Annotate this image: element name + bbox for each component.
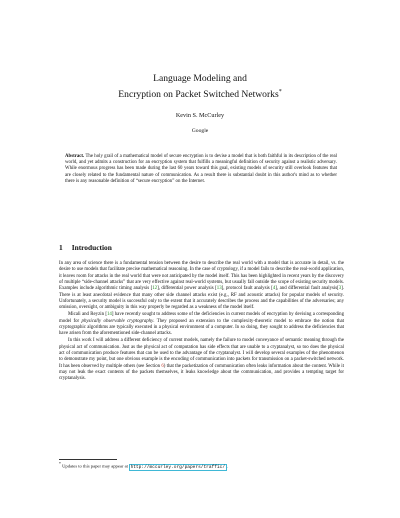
section-heading: [59, 243, 112, 252]
citation-link[interactable]: 12: [152, 286, 158, 292]
paragraph-2: [59, 312, 344, 337]
title-line-2-text: Encryption on Packet Switched Networks: [118, 88, 279, 100]
paragraph-3: [59, 338, 344, 382]
para2-text-b: ] have recently sought to address some of the deficiencies in current models of encryption by devising a corresponding model for: [59, 312, 344, 324]
para1-text-d: ], and differential fault analysis[: [275, 286, 339, 292]
paragraph-1: [59, 261, 344, 312]
footnote-text: Updates to this paper may appear at: [62, 463, 128, 469]
abstract-text: The holy grail of a mathematical model of secure encryption is to devise a model that is both faithful in its description of the real world, and yet admits a construction for an encryption system that fulfills a meaningful definition of security against a realistic adversary. While enormous progress has been made during the last 60 years toward this goal, existing models of security still overlook features that are closely related to the fundamental nature of communication. As a result there is substantial doubt in this author's mind as to whether there is any reasonable definition of “secure encryption” on the Internet.: [65, 154, 337, 184]
section-number: 1: [59, 243, 63, 252]
citation-link[interactable]: 14: [106, 312, 112, 318]
para3-text-a: In this work I will address a different deficiency of current models, namely the failure to model conveyance of semantic meaning through the physical act of communication. Just as the physical act of computation has side effects that are unable to a cryptanalyst, so too does the physical act of communication produce features that can be used to the advantage of the cryptanalyst. I will develop several examples of the phenomenon to demonstrate my point, but one obvious example is the encoding of communication into packets for transmission on a packet-switched network. It has been observed by multiple others (see Section: [59, 338, 344, 369]
footnote-url-link[interactable]: http://mccurley.org/papers/traffic/: [130, 464, 226, 470]
para1-text-a: In any area of science there is a fundamental tension between the desire to describe the real world with a model that is accurate in detail, vs. the desire to use models that facilitate precise mathematical reasoning. In the case of cryptology, if a model fails to describe the real-world application, it leaves room for attacks in the real world that were not anticipated by the model itself. This has been highlighted in recent years by the discovery of multiple “side-channel attacks” that are very effective against real-world systems, but usually fall outside the scope of existing security models. Examples include algorithmic timing analysis [: [59, 261, 344, 292]
footnote-marker: *: [59, 462, 61, 466]
section-body: [59, 261, 344, 383]
title-footnote-marker: *: [278, 88, 282, 95]
title-line-2: [0, 86, 400, 102]
footnote-rule: [59, 459, 117, 460]
citation-link[interactable]: 13: [216, 286, 222, 292]
para3-text-b: ) that the packetization of communication often leaks information about the content. While it may not leak the exact contents of the packets themselves, it leaks knowledge about the communication, and provides a tempting target for cryptanalysis.: [59, 363, 344, 382]
para1-text-e: ]. There is at least anecdotal evidence that many other side channel attacks exist (e.g., RF and acoustic attacks) for popular models of security. Unfortunately, a security model is successful only to the extent that it accurately describes the process and the capabilities of the adversaries; any omission, oversight, or ambiguity in this way properly be regarded as a weakness of the model itself.: [59, 286, 344, 311]
abstract: [65, 154, 337, 185]
title-line-1: Language Modeling and: [153, 73, 247, 84]
author-affiliation: Google: [191, 128, 209, 134]
para1-text-c: ], protocol fault analysis [: [221, 286, 273, 292]
para2-text-c: . They proposed an extension to the complexity-theoretic model to embrace the notion that cryptographic algorithms are typically executed in a physical environment of a computer. In so doing, they sought to address the deficiencies that have arisen from the aforementioned side-channel attacks.: [59, 318, 344, 337]
citation-link[interactable]: 4: [272, 286, 276, 292]
abstract-label: Abstract.: [65, 154, 85, 159]
emphasized-term: physically observable cryptography: [81, 318, 154, 324]
para1-text-b: ], differential power analysis [: [157, 286, 217, 292]
section-title: Introduction: [71, 243, 112, 252]
paper-title: [0, 73, 400, 101]
section-ref-link[interactable]: 6: [161, 363, 164, 369]
footnote: [59, 461, 344, 471]
para2-text-a: Micali and Reyzin [: [68, 312, 107, 318]
author-name: Kevin S. McCurley: [175, 112, 225, 119]
footnote-end: .: [226, 463, 228, 469]
citation-link[interactable]: 3: [338, 286, 342, 292]
